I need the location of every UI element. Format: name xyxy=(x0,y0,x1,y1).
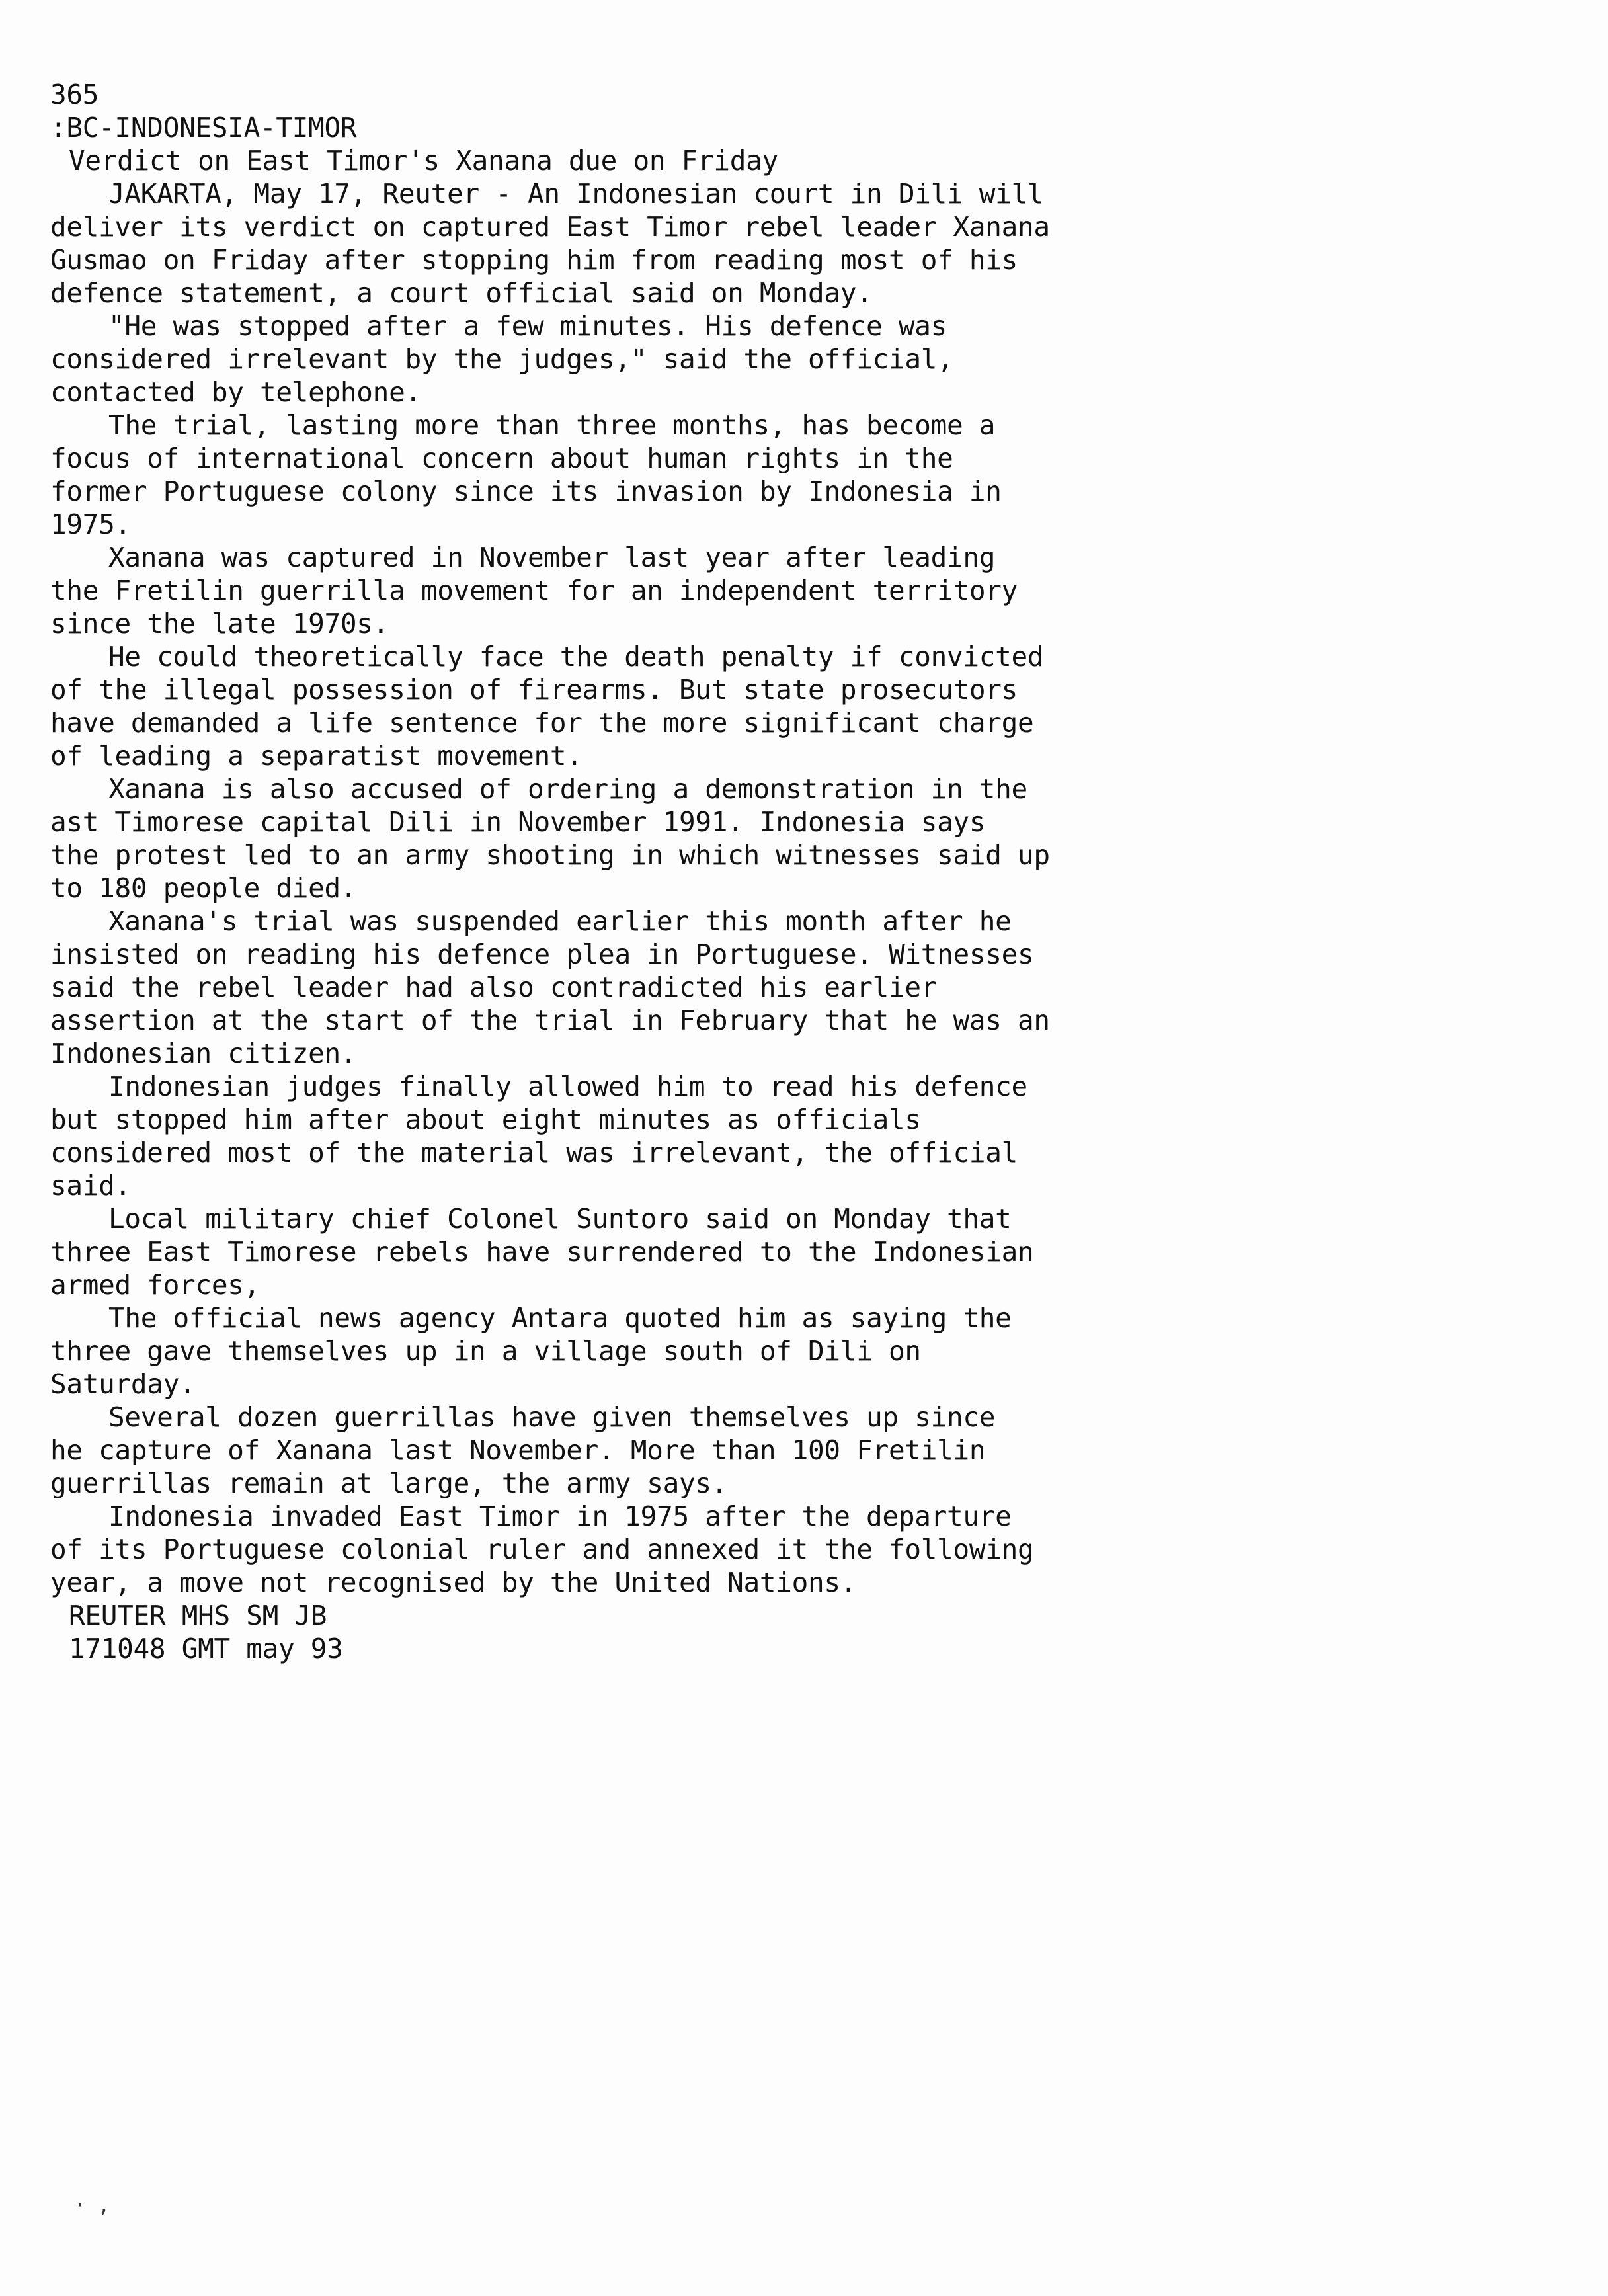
paragraph-line: of the illegal possession of firearms. But state prosecutors xyxy=(50,674,1018,706)
paragraph-line: former Portuguese colony since its invasion by Indonesia in xyxy=(50,475,1002,507)
paragraph-line: since the late 1970s. xyxy=(50,608,389,639)
paragraph-line: 1975. xyxy=(50,509,131,540)
paragraph-line: three East Timorese rebels have surrendered to the Indonesian xyxy=(50,1236,1034,1268)
paragraph-line: Xanana is also accused of ordering a demonstration in the xyxy=(108,773,1027,805)
paragraph-line: deliver its verdict on captured East Timor rebel leader Xanana xyxy=(50,211,1050,243)
paragraph-line: Indonesian judges finally allowed him to read his defence xyxy=(108,1071,1027,1102)
signature: REUTER MHS SM JB xyxy=(69,1600,327,1631)
paragraph xyxy=(50,640,1214,772)
story-slug: :BC-INDONESIA-TIMOR xyxy=(50,112,357,144)
paragraph-line: Xanana was captured in November last year after leading xyxy=(108,542,996,573)
paragraph-line: The official news agency Antara quoted him as saying the xyxy=(108,1302,1012,1334)
paragraph-line: the protest led to an army shooting in which witnesses said up xyxy=(50,839,1050,871)
footer-mark: · , xyxy=(74,2194,110,2217)
paragraph-line: "He was stopped after a few minutes. His defence was xyxy=(108,310,947,342)
paragraph-line: assertion at the start of the trial in February that he was an xyxy=(50,1004,1050,1036)
paragraph-line: focus of international concern about human rights in the xyxy=(50,442,953,474)
page-number: 365 xyxy=(50,79,99,110)
paragraph-line: ast Timorese capital Dili in November 1991. Indonesia says xyxy=(50,806,986,838)
paragraph-line: Indonesian citizen. xyxy=(50,1038,357,1069)
paragraph-line: Xanana's trial was suspended earlier this month after he xyxy=(108,905,1012,937)
paragraph-line: defence statement, a court official said on Monday. xyxy=(50,277,873,309)
paragraph-line: said the rebel leader had also contradicted his earlier xyxy=(50,971,938,1003)
paragraph xyxy=(50,541,1214,640)
paragraph-line: JAKARTA, May 17, Reuter - An Indonesian court in Dili will xyxy=(108,178,1044,210)
paragraph-line: have demanded a life sentence for the more significant charge xyxy=(50,707,1034,739)
paragraph-line: insisted on reading his defence plea in Portuguese. Witnesses xyxy=(50,938,1034,970)
paragraph-line: to 180 people died. xyxy=(50,872,357,904)
paragraph-line: Saturday. xyxy=(50,1368,196,1400)
paragraph xyxy=(50,409,1214,541)
news-wire-text xyxy=(50,78,1214,1665)
paragraph xyxy=(50,1401,1214,1500)
paragraph-line: He could theoretically face the death penalty if convicted xyxy=(108,641,1044,673)
paragraph-line: considered irrelevant by the judges," said the official, xyxy=(50,343,953,375)
paragraph-line: of its Portuguese colonial ruler and annexed it the following xyxy=(50,1534,1034,1565)
paragraph-line: said. xyxy=(50,1170,131,1202)
paragraph xyxy=(50,1202,1214,1301)
paragraph xyxy=(50,1070,1214,1202)
paragraph xyxy=(50,177,1214,309)
paragraph-line: The trial, lasting more than three months, has become a xyxy=(108,409,996,441)
paragraph-line: Gusmao on Friday after stopping him from reading most of his xyxy=(50,244,1018,276)
paragraph xyxy=(50,772,1214,905)
paragraph-line: guerrillas remain at large, the army says. xyxy=(50,1467,728,1499)
paragraph-line: considered most of the material was irrelevant, the official xyxy=(50,1137,1018,1168)
article-body xyxy=(50,177,1214,1599)
paragraph-line: the Fretilin guerrilla movement for an independent territory xyxy=(50,575,1018,606)
paragraph-line: but stopped him after about eight minutes as officials xyxy=(50,1104,921,1135)
paragraph xyxy=(50,1500,1214,1599)
paragraph-line: of leading a separatist movement. xyxy=(50,740,583,772)
paragraph xyxy=(50,905,1214,1070)
paragraph-line: armed forces, xyxy=(50,1269,260,1301)
paragraph-line: contacted by telephone. xyxy=(50,376,421,408)
paragraph xyxy=(50,1301,1214,1401)
paragraph-line: Local military chief Colonel Suntoro said on Monday that xyxy=(108,1203,1012,1235)
headline: Verdict on East Timor's Xanana due on Friday xyxy=(69,145,778,177)
paragraph-line: Several dozen guerrillas have given themselves up since xyxy=(108,1401,996,1433)
paragraph-line: he capture of Xanana last November. More than 100 Fretilin xyxy=(50,1434,986,1466)
paragraph-line: Indonesia invaded East Timor in 1975 after the departure xyxy=(108,1500,1012,1532)
paragraph-line: three gave themselves up in a village south of Dili on xyxy=(50,1335,921,1367)
dateline: 171048 GMT may 93 xyxy=(69,1633,343,1664)
paragraph-line: year, a move not recognised by the United Nations. xyxy=(50,1567,857,1598)
paragraph xyxy=(50,309,1214,409)
